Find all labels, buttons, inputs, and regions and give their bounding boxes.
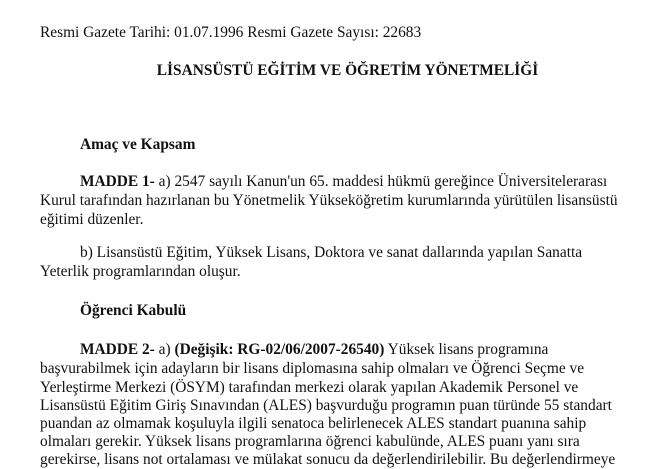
amendment-note: (Değişik: RG-02/06/2007-26540) <box>174 341 385 358</box>
article-2-line-5: puandan az olmamak koşuluyla ilgili senatoca belirlenecek ALES standart puanına sahip <box>40 415 587 432</box>
article-2-item-prefix: a) <box>154 341 175 358</box>
article-1-label: MADDE 1- <box>80 173 155 190</box>
article-2-label: MADDE 2- <box>80 341 155 358</box>
paragraph-b-line-1: b) Lisansüstü Eğitim, Yüksek Lisans, Doktora ve sanat dallarında yapılan Sanatta <box>80 244 583 261</box>
article-2-line-6: olmaları gerekir. Yüksek lisans programlarına öğrenci kabulünde, ALES puanı yanı sıra <box>40 433 580 450</box>
article-1-text-1: a) 2547 sayılı Kanun'un 65. maddesi hükmü gereğince Üniversitelerarası <box>154 173 608 190</box>
article-2-text-1: Yüksek lisans programına <box>384 341 549 358</box>
gazette-info-line: Resmi Gazete Tarihi: 01.07.1996 Resmi Gazete Sayısı: 22683 <box>40 24 422 41</box>
article-2-line-2: başvurabilmek için adayların bir lisans diplomasına sahip olmaları ve Öğrenci Seçme ve <box>40 360 585 377</box>
article-2-line-3: Yerleştirme Merkezi (ÖSYM) tarafından merkezi olarak yapılan Akademik Personel ve <box>40 379 579 396</box>
section-heading-scope: Amaç ve Kapsam <box>80 136 196 153</box>
paragraph-b-line-2: Yeterlik programlarından oluşur. <box>40 263 241 280</box>
article-2-line-7: gerekirse, lisans not ortalaması ve mülakat sonucu da değerlendirilebilir. Bu değerlendirmeye <box>40 451 616 468</box>
article-1-line-2: Kurul tarafından hazırlanan bu Yönetmelik Yükseköğretim kurumlarında yürütülen lisansüstü <box>40 192 618 209</box>
article-2-line-4: Lisansüstü Eğitim Giriş Sınavından (ALES) başvurduğu programın puan türünde 55 standart <box>40 397 612 414</box>
article-1-line-1 <box>80 173 607 191</box>
article-1-line-3: eğitimi düzenler. <box>40 211 144 228</box>
document-title: LİSANSÜSTÜ EĞİTİM VE ÖĞRETİM YÖNETMELİĞİ <box>156 62 539 79</box>
section-heading-admission: Öğrenci Kabulü <box>80 302 187 319</box>
article-2-line-1 <box>80 341 548 359</box>
